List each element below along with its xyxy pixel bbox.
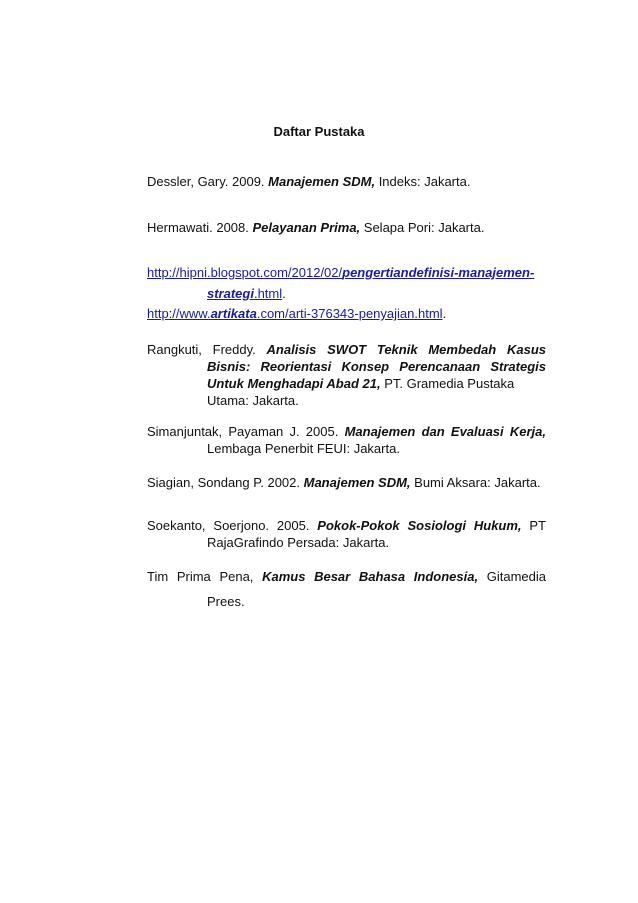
artikata-link-part2[interactable]: artikata: [210, 306, 257, 321]
reference-book-title: Manajemen SDM,: [303, 475, 411, 490]
reference-author: Siagian, Sondang P. 2002.: [147, 475, 304, 490]
reference-publisher: PT. Gramedia Pustaka: [380, 376, 515, 391]
reference-author: Simanjuntak, Payaman J. 2005.: [147, 424, 345, 439]
reference-book-title-part3: Untuk Menghadapi Abad 21,: [207, 376, 381, 391]
reference-book-title-part1: Analisis SWOT Teknik Membedah Kasus: [266, 342, 546, 357]
reference-author: Tim Prima Pena,: [147, 569, 263, 584]
reference-publisher: Bumi Aksara: Jakarta.: [410, 475, 541, 490]
rangkuti-line4: Utama: Jakarta.: [207, 393, 299, 408]
simanjuntak-line1: [147, 423, 546, 440]
artikata-trailing-period: .: [442, 306, 447, 321]
kbbi-line1: [147, 568, 546, 585]
page-title: Daftar Pustaka: [273, 124, 365, 139]
artikata-link-part3[interactable]: .com/arti-376343-penyajian.html: [256, 306, 443, 321]
reference-kbbi: [147, 568, 546, 610]
reference-book-title: Manajemen dan Evaluasi Kerja,: [344, 424, 546, 439]
soekanto-line1: [147, 517, 546, 534]
hipni-link-part1[interactable]: http://hipni.blogspot.com/2012/02/: [147, 265, 343, 280]
reference-book-title: Manajemen SDM,: [268, 174, 376, 189]
reference-book-title: Kamus Besar Bahasa Indonesia,: [262, 569, 479, 584]
rangkuti-line3: [147, 375, 546, 392]
artikata-link-part1[interactable]: http://www.: [147, 306, 211, 321]
rangkuti-line2: Bisnis: Reorientasi Konsep Perencanaan Strategis: [207, 359, 546, 374]
soekanto-line2: RajaGrafindo Persada: Jakarta.: [207, 535, 390, 550]
reference-author: Hermawati. 2008.: [147, 220, 253, 235]
reference-simanjuntak: [147, 423, 546, 457]
reference-author: Soekanto, Soerjono. 2005.: [147, 518, 318, 533]
simanjuntak-line2: Lembaga Penerbit FEUI: Jakarta.: [207, 441, 400, 456]
reference-soekanto: [147, 517, 546, 551]
reference-dessler: [147, 173, 546, 190]
hipni-link-part3[interactable]: strategi: [207, 286, 254, 301]
reference-publisher: Gitamedia: [478, 569, 546, 584]
hipni-trailing-period: .: [282, 286, 286, 301]
reference-artikata-url: [147, 305, 446, 322]
reference-rangkuti: [147, 341, 546, 409]
reference-publisher: Selapa Pori: Jakarta.: [360, 220, 485, 235]
reference-hermawati: [147, 219, 546, 236]
kbbi-line2: Prees.: [207, 594, 245, 609]
reference-siagian: [147, 474, 546, 491]
reference-publisher: Indeks: Jakarta.: [375, 174, 471, 189]
reference-author: Dessler, Gary. 2009.: [147, 174, 269, 189]
rangkuti-line1: [147, 341, 546, 358]
hipni-link-part2[interactable]: pengertiandefinisi-manajemen-: [342, 265, 535, 280]
hipni-link-part4[interactable]: .html: [253, 286, 283, 301]
reference-author: Rangkuti, Freddy.: [147, 342, 267, 357]
reference-hipni-url-line2: [207, 285, 286, 302]
reference-book-title: Pelayanan Prima,: [252, 220, 361, 235]
reference-book-title: Pokok-Pokok Sosiologi Hukum,: [317, 518, 522, 533]
reference-hipni-url-line1: [147, 264, 534, 281]
reference-publisher: PT: [521, 518, 546, 533]
